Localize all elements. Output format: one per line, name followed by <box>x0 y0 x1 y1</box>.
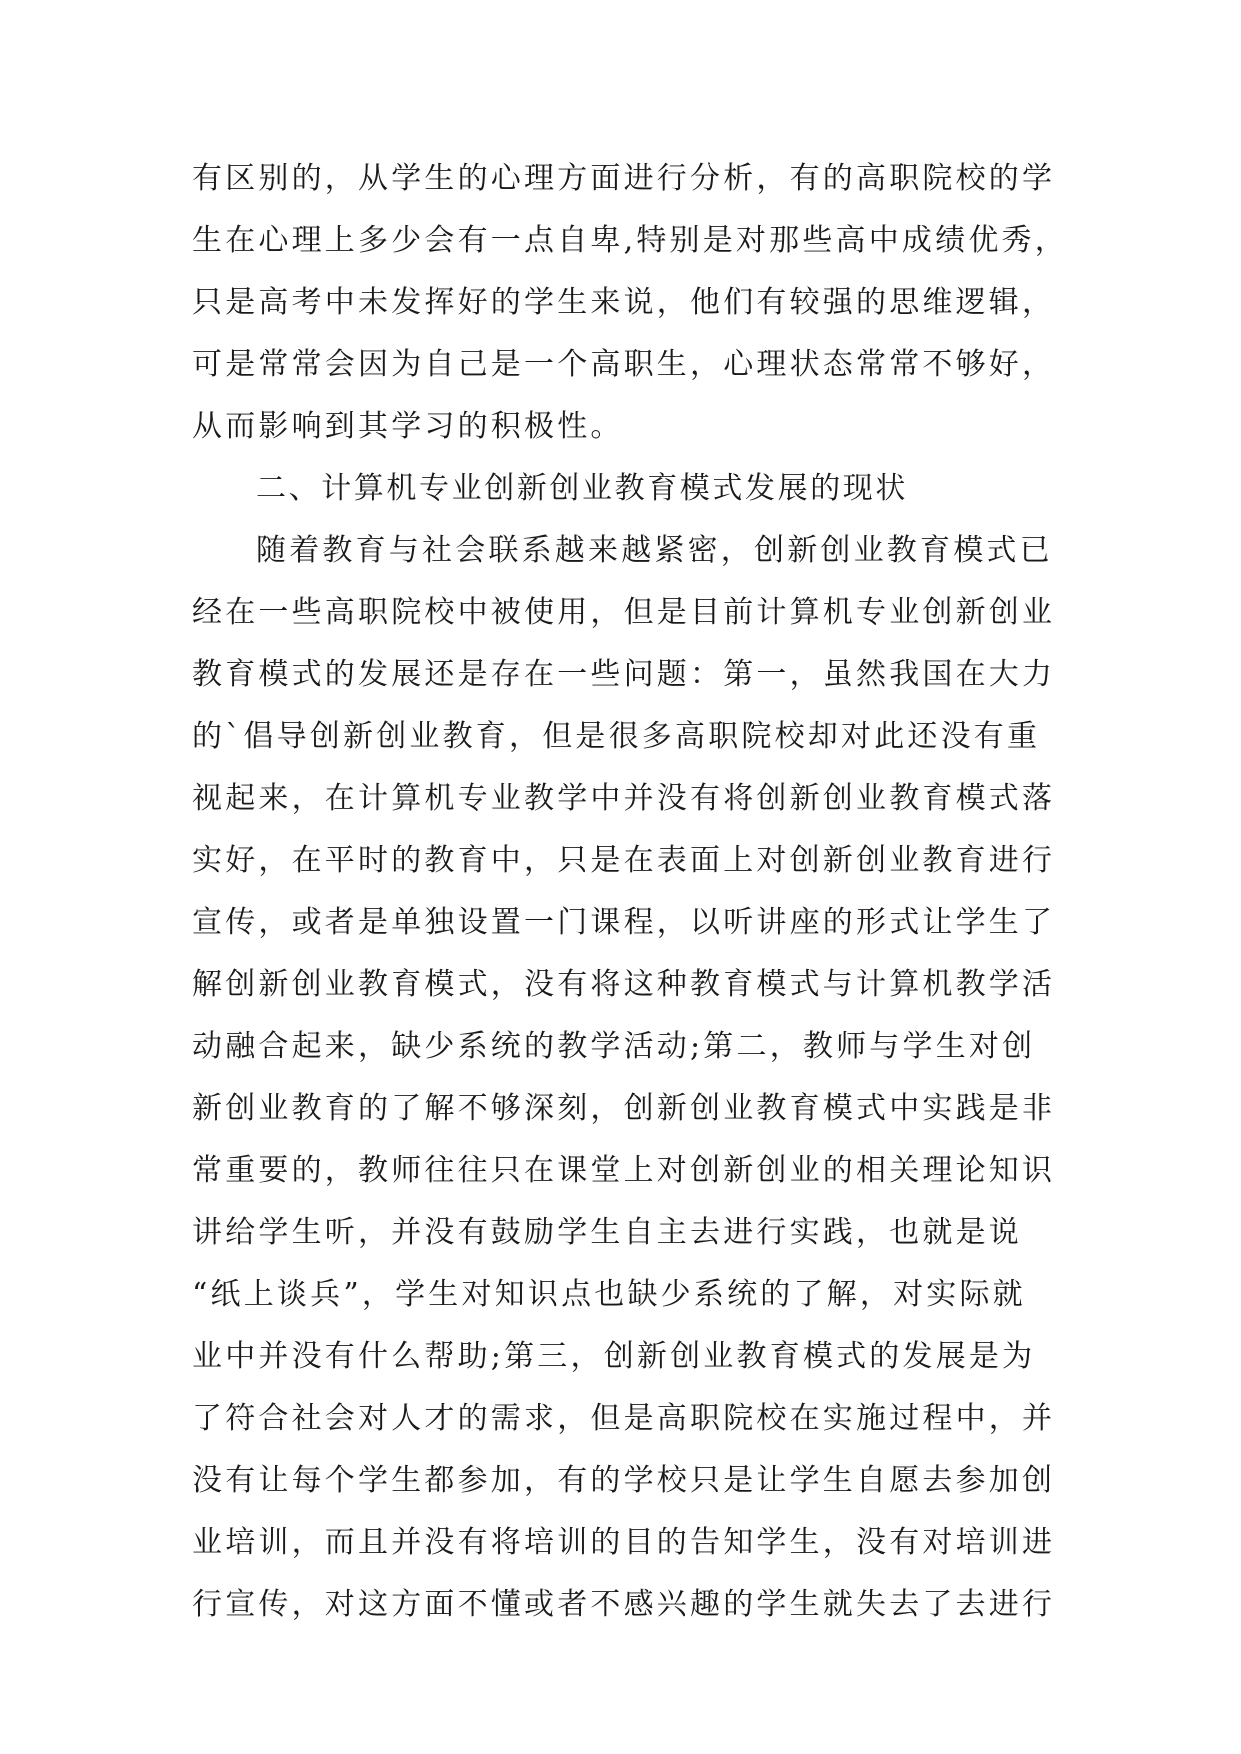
text-line: 只是高考中未发挥好的学生来说，他们有较强的思维逻辑， <box>192 285 1056 320</box>
text-line: 有区别的，从学生的心理方面进行分析，有的高职院校的学 <box>192 161 1056 196</box>
text-line: 业培训，而且并没有将培训的目的告知学生，没有对培训进 <box>192 1525 1056 1560</box>
text-line: 常重要的，教师往往只在课堂上对创新创业的相关理论知识 <box>192 1153 1056 1188</box>
text-line: 从而影响到其学习的积极性。 <box>192 409 624 444</box>
text-line: 行宣传，对这方面不懂或者不感兴趣的学生就失去了去进行 <box>192 1587 1056 1622</box>
text-line: 动融合起来，缺少系统的教学活动;第二，教师与学生对创 <box>192 1029 1036 1064</box>
text-line: 业中并没有什么帮助;第三，创新创业教育模式的发展是为 <box>192 1339 1036 1374</box>
section-heading: 二、计算机专业创新创业教育模式发展的现状 <box>256 471 908 506</box>
text-line: 没有让每个学生都参加，有的学校只是让学生自愿去参加创 <box>192 1463 1056 1498</box>
text-line: 的`倡导创新创业教育，但是很多高职院校却对此还没有重 <box>192 719 1041 754</box>
text-line: 生在心理上多少会有一点自卑,特别是对那些高中成绩优秀， <box>192 223 1068 258</box>
text-line: 了符合社会对人才的需求，但是高职院校在实施过程中，并 <box>192 1401 1056 1436</box>
text-line: 经在一些高职院校中被使用，但是目前计算机专业创新创业 <box>192 595 1056 630</box>
body-text <box>192 148 1092 1636</box>
text-line: 解创新创业教育模式，没有将这种教育模式与计算机教学活 <box>192 967 1056 1002</box>
paragraph-first-line: 随着教育与社会联系越来越紧密，创新创业教育模式已 <box>256 533 1053 568</box>
text-line: 教育模式的发展还是存在一些问题：第一，虽然我国在大力 <box>192 657 1056 692</box>
text-line: 可是常常会因为自己是一个高职生，心理状态常常不够好， <box>192 347 1056 382</box>
text-line: “纸上谈兵”，学生对知识点也缺少系统的了解，对实际就 <box>192 1277 1026 1312</box>
text-line: 讲给学生听，并没有鼓励学生自主去进行实践，也就是说 <box>192 1215 1022 1250</box>
text-line: 宣传，或者是单独设置一门课程，以听讲座的形式让学生了 <box>192 905 1056 940</box>
text-line: 视起来，在计算机专业教学中并没有将创新创业教育模式落 <box>192 781 1056 816</box>
text-line: 实好，在平时的教育中，只是在表面上对创新创业教育进行 <box>192 843 1056 878</box>
text-line: 新创业教育的了解不够深刻，创新创业教育模式中实践是非 <box>192 1091 1056 1126</box>
